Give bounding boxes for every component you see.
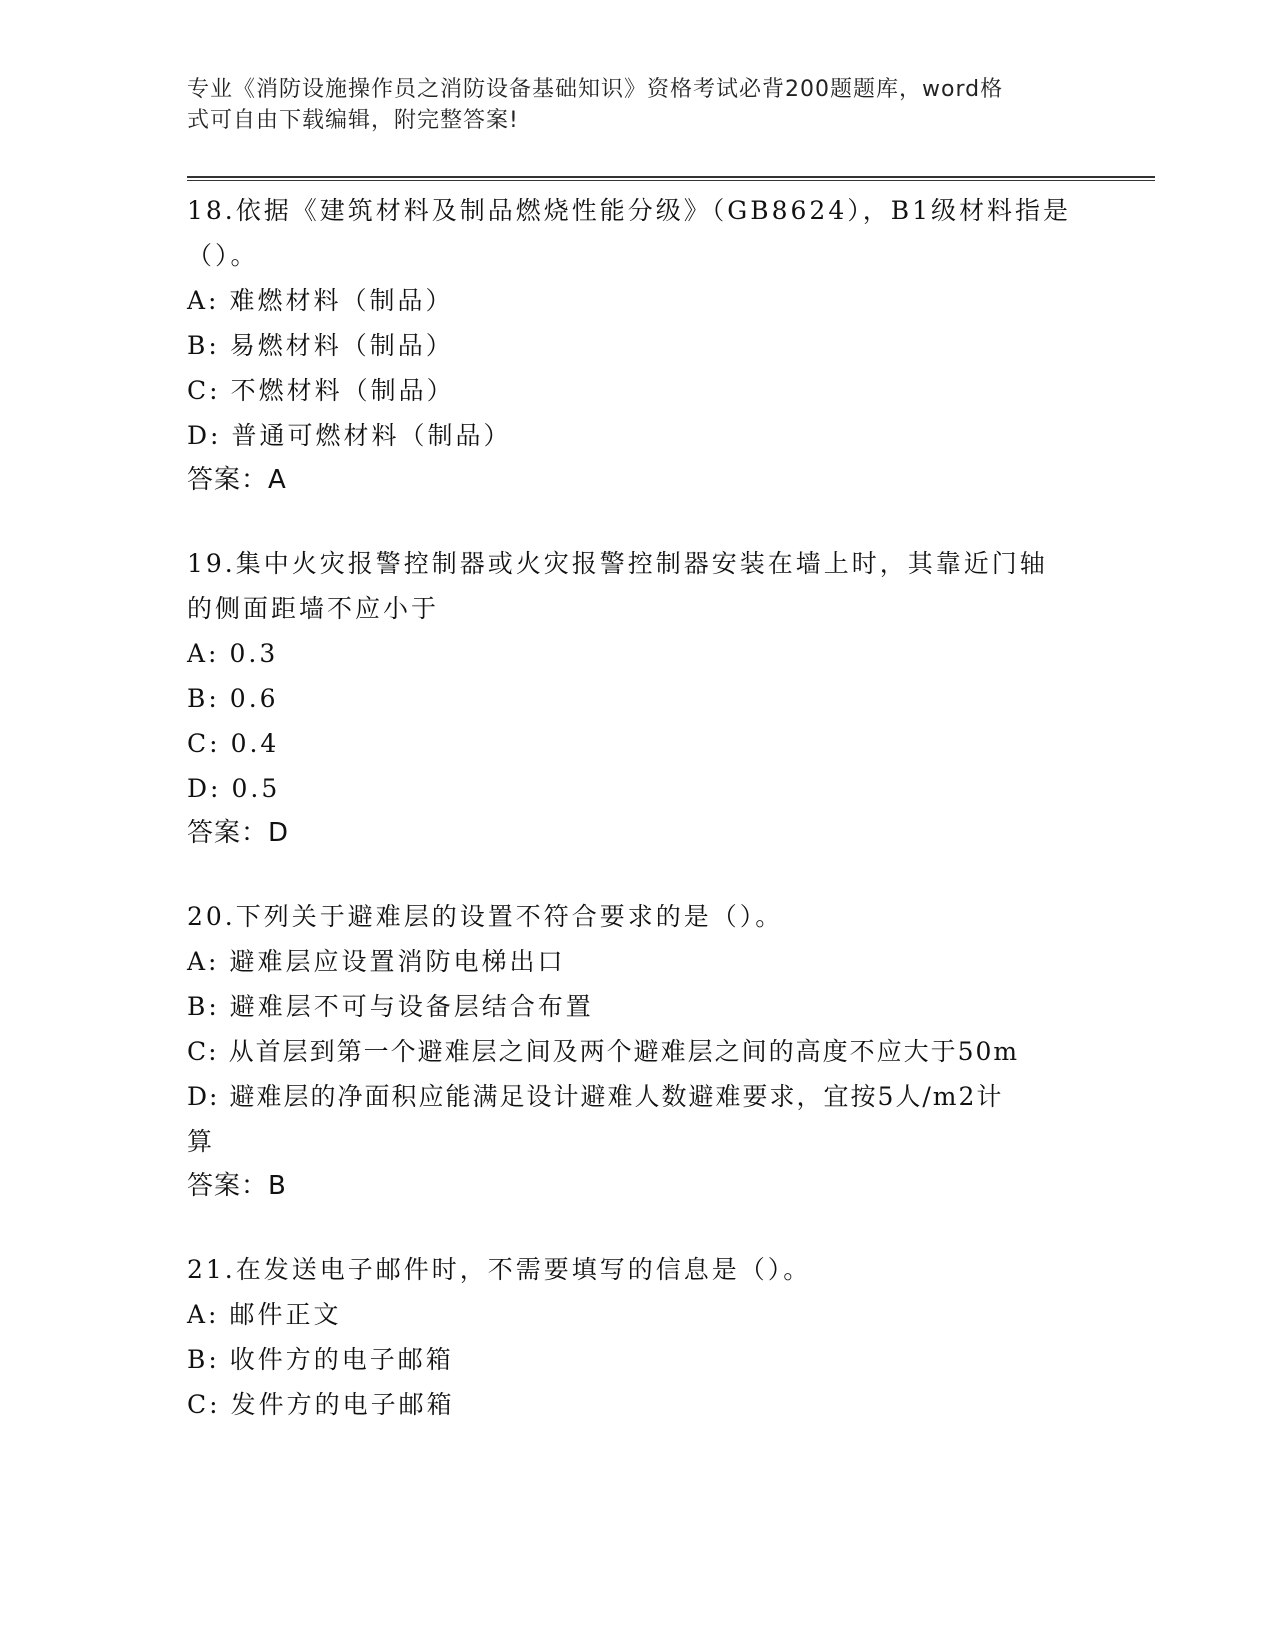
question-list xyxy=(187,188,1087,1465)
option-c xyxy=(187,721,1087,766)
option-key: A: xyxy=(187,639,220,668)
option-text: 0.3 xyxy=(229,639,279,668)
option-key: C: xyxy=(187,1037,219,1066)
option-key: D: xyxy=(187,774,222,803)
question-title: 18.依据《建筑材料及制品燃烧性能分级》（GB8624），B1级材料指是 xyxy=(187,196,1072,225)
question-20 xyxy=(187,894,1087,1209)
question-title-cont: 的侧面距墙不应小于 xyxy=(187,594,440,623)
option-text: 0.5 xyxy=(231,774,281,803)
option-text: 难燃材料（制品） xyxy=(229,286,454,315)
option-d xyxy=(187,413,1087,458)
option-text: 算 xyxy=(187,1127,216,1156)
option-c xyxy=(187,368,1087,413)
option-text: 不燃材料（制品） xyxy=(230,376,455,405)
question-title: 21.在发送电子邮件时，不需要填写的信息是（）。 xyxy=(187,1255,812,1284)
header-divider xyxy=(187,176,1155,181)
option-a xyxy=(187,631,1087,676)
option-text: 发件方的电子邮箱 xyxy=(230,1390,455,1419)
option-text: 0.6 xyxy=(229,684,279,713)
question-title: 19.集中火灾报警控制器或火灾报警控制器安装在墙上时，其靠近门轴 xyxy=(187,549,1048,578)
option-key: B: xyxy=(187,684,220,713)
option-b xyxy=(187,984,1087,1029)
answer-line: 答案：D xyxy=(187,818,290,848)
option-key: A: xyxy=(187,286,220,315)
header-line-1: 专业《消防设施操作员之消防设备基础知识》资格考试必背200题题库，word格 xyxy=(187,77,1004,102)
option-key: D: xyxy=(187,1082,220,1111)
question-title: 20.下列关于避难层的设置不符合要求的是（）。 xyxy=(187,902,784,931)
option-key: D: xyxy=(187,421,222,450)
option-text: 从首层到第一个避难层之间及两个避难层之间的高度不应大于50m xyxy=(228,1037,1020,1066)
option-text: 0.4 xyxy=(230,729,280,758)
question-21 xyxy=(187,1247,1087,1427)
option-key: C: xyxy=(187,376,221,405)
answer-line: 答案：B xyxy=(187,1171,287,1201)
option-d xyxy=(187,1074,1087,1119)
option-b xyxy=(187,323,1087,368)
option-b xyxy=(187,1337,1087,1382)
option-key: A: xyxy=(187,1300,220,1329)
option-b xyxy=(187,676,1087,721)
question-18 xyxy=(187,188,1087,503)
document-header xyxy=(187,74,1087,136)
option-text: 避难层不可与设备层结合布置 xyxy=(229,992,594,1021)
header-line-2: 式可自由下载编辑，附完整答案! xyxy=(187,108,519,133)
option-text: 收件方的电子邮箱 xyxy=(229,1345,454,1374)
option-text: 易燃材料（制品） xyxy=(229,331,454,360)
option-text: 邮件正文 xyxy=(229,1300,342,1329)
option-text: 避难层应设置消防电梯出口 xyxy=(229,947,566,976)
option-a xyxy=(187,1292,1087,1337)
option-a xyxy=(187,939,1087,984)
option-key: B: xyxy=(187,1345,220,1374)
option-text: 普通可燃材料（制品） xyxy=(231,421,512,450)
option-key: C: xyxy=(187,729,221,758)
option-a xyxy=(187,278,1087,323)
answer-line: 答案：A xyxy=(187,465,287,495)
option-key: B: xyxy=(187,331,220,360)
option-d xyxy=(187,766,1087,811)
option-key: B: xyxy=(187,992,220,1021)
option-key: C: xyxy=(187,1390,221,1419)
option-key: A: xyxy=(187,947,220,976)
question-19 xyxy=(187,541,1087,856)
option-d-cont xyxy=(187,1119,1087,1164)
option-c xyxy=(187,1029,1087,1074)
option-c xyxy=(187,1382,1087,1427)
question-title-cont: （）。 xyxy=(187,241,259,270)
option-text: 避难层的净面积应能满足设计避难人数避难要求，宜按5人/m2计 xyxy=(229,1082,1004,1111)
